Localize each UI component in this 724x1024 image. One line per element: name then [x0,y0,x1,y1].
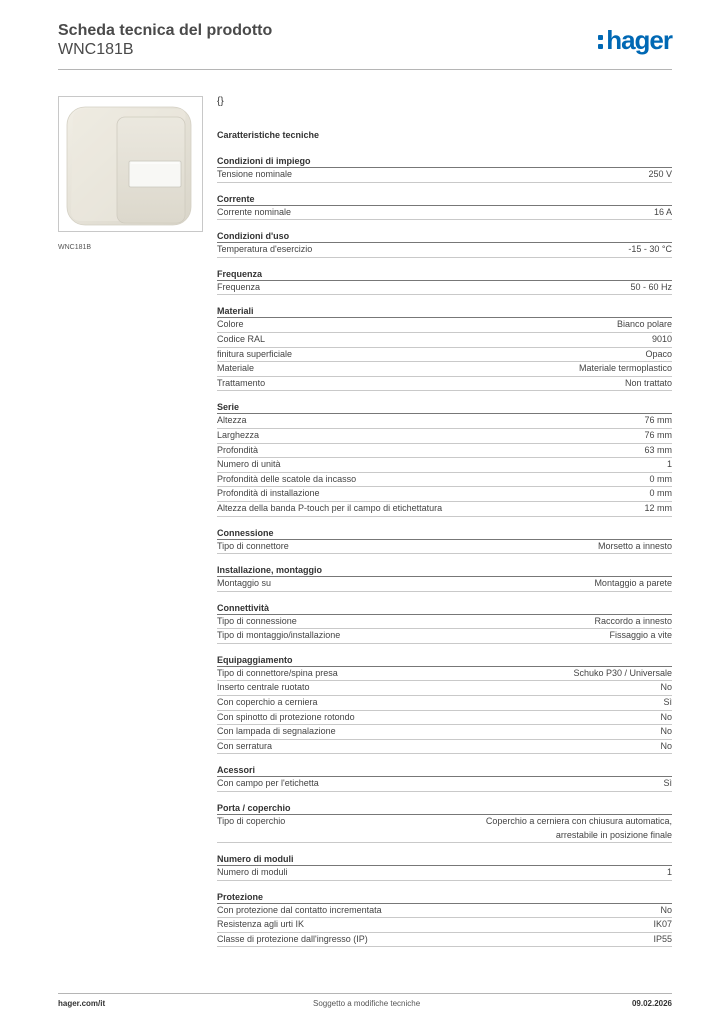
spec-sections [217,154,672,947]
spec-value: 12 mm [644,502,672,513]
section-title: Protezione [217,890,672,904]
footer-website[interactable]: hager.com/it [58,999,106,1008]
spec-row [217,281,672,296]
spec-value: 16 A [653,206,672,217]
spec-value: Sì [663,697,672,708]
spec-label: Frequenza [217,281,261,292]
spec-section [217,653,672,755]
spec-section [217,192,672,221]
spec-value: 1 [666,867,672,878]
spec-section [217,763,672,792]
spec-label: Tipo di connettore [217,540,289,551]
spec-section [217,852,672,881]
spec-label: Classe di protezione dall'ingresso (IP) [217,933,368,944]
section-title: Installazione, montaggio [217,563,672,577]
section-title: Acessori [217,763,672,777]
section-title: Corrente [217,192,672,206]
spec-section [217,400,672,516]
spec-row [217,681,672,696]
product-code: WNC181B [58,41,134,58]
spec-label: Corrente nominale [217,206,292,217]
logo-colon-icon [598,31,604,51]
spec-row [217,540,672,555]
spec-value: 0 mm [649,473,672,484]
spec-value: Raccordo a innesto [594,615,672,626]
spec-value: No [660,682,672,693]
spec-label: Trattamento [217,377,266,388]
spec-row [217,429,672,444]
section-title: Connessione [217,526,672,540]
product-image [58,96,203,232]
spec-label: Con spinotto di protezione rotondo [217,711,355,722]
spec-row [217,740,672,755]
footer-date: 09.02.2026 [631,999,672,1008]
spec-row [217,667,672,682]
spec-label: Temperatura d'esercizio [217,244,313,255]
spec-value: Non trattato [624,377,672,388]
spec-label: Profondità [217,444,259,455]
spec-value: IP55 [653,933,672,944]
spec-row [217,348,672,363]
spec-row [217,444,672,459]
spec-label: Tensione nominale [217,169,293,179]
section-title: Condizioni di impiego [217,154,672,168]
spec-label: Tipo di coperchio [217,816,286,827]
logo-text: hager [606,25,672,55]
placeholder-braces: {} [217,96,224,107]
spec-label: Altezza della banda P-touch per il campo di etichettatura [217,502,443,513]
spec-label: Tipo di montaggio/installazione [217,630,341,641]
spec-row [217,318,672,333]
spec-section [217,601,672,644]
spec-label: Numero di unità [217,459,281,470]
spec-label: Tipo di connessione [217,615,297,626]
spec-value: 76 mm [644,415,672,426]
spec-row [217,362,672,377]
spec-value: No [660,726,672,737]
spec-label: Con serratura [217,740,273,751]
spec-row [217,168,672,183]
spec-label: Montaggio su [217,578,272,589]
spec-label: Resistenza agli urti IK [217,919,305,930]
spec-value: Bianco polare [616,319,672,330]
spec-row [217,377,672,392]
spec-row [217,577,672,592]
section-title: Numero di moduli [217,852,672,866]
spec-value: 76 mm [644,429,672,440]
spec-section [217,267,672,296]
spec-value: No [660,904,672,915]
spec-row [217,918,672,933]
spec-row [217,414,672,429]
spec-row [217,333,672,348]
spec-section [217,304,672,391]
spec-value: 63 mm [644,444,672,455]
spec-row [217,777,672,792]
spec-label: Profondità delle scatole da incasso [217,473,357,484]
spec-label: Con protezione dal contatto incrementata [217,904,382,915]
spec-label: Numero di moduli [217,867,288,878]
spec-row [217,711,672,726]
spec-label: Altezza [217,415,247,426]
spec-value: Fissaggio a vite [609,630,672,641]
spec-content [217,96,672,956]
spec-value: 9010 [651,333,672,344]
spec-row [217,206,672,221]
spec-row [217,615,672,630]
section-title: Connettività [217,601,672,615]
spec-section [217,229,672,258]
spec-value: No [660,711,672,722]
spec-row [217,933,672,948]
spec-value: Schuko P30 / Universale [573,667,672,678]
spec-value: 50 - 60 Hz [630,281,672,292]
spec-label: Con campo per l'etichetta [217,778,319,789]
page-footer [58,993,672,1013]
spec-value: 0 mm [649,488,672,499]
spec-row [217,458,672,473]
section-title: Condizioni d'uso [217,229,672,243]
spec-label: Tipo di connettore/spina presa [217,667,338,678]
spec-label: Materiale [217,363,255,374]
spec-value: -15 - 30 °C [628,244,672,255]
spec-row [217,725,672,740]
spec-label: Profondità di installazione [217,488,320,499]
spec-row [217,629,672,644]
spec-row [217,473,672,488]
product-socket-image [59,97,204,233]
product-image-caption: WNC181B [58,244,92,251]
footer-note: Soggetto a modifiche tecniche [313,999,421,1008]
spec-label: Inserto centrale ruotato [217,682,310,693]
spec-value: Opaco [645,348,672,359]
spec-section [217,526,672,555]
spec-value: Montaggio a parete [594,578,672,589]
hager-logo [598,25,672,55]
spec-label: Codice RAL [217,333,266,344]
section-title: Frequenza [217,267,672,281]
spec-value: 1 [666,459,672,470]
spec-label: Larghezza [217,429,260,440]
spec-row [217,866,672,881]
spec-section [217,154,672,183]
spec-value: 250 V [648,169,672,179]
spec-row [217,243,672,258]
spec-label: Colore [217,319,244,330]
spec-section [217,801,672,843]
section-title: Porta / coperchio [217,801,672,815]
spec-value: IK07 [653,919,672,930]
spec-value: No [660,740,672,751]
spec-row [217,904,672,919]
spec-value: Coperchio a cerniera con chiusura automatica, arrestabile in posizione finale [485,816,672,840]
page-title: Scheda tecnica del prodotto [58,22,273,39]
spec-label: Con lampada di segnalazione [217,726,336,737]
spec-heading: Caratteristiche tecniche [217,130,320,140]
spec-label: finitura superficiale [217,348,293,359]
spec-row [217,696,672,711]
spec-section [217,563,672,592]
spec-row [217,502,672,517]
section-title: Equipaggiamento [217,653,672,667]
spec-value: Morsetto a innesto [597,540,672,551]
spec-section [217,890,672,948]
page-header [58,22,672,70]
spec-value: Sì [663,778,672,789]
spec-label: Con coperchio a cerniera [217,697,318,708]
spec-value: Materiale termoplastico [578,363,672,374]
spec-row [217,815,672,843]
section-title: Materiali [217,304,672,318]
spec-row [217,487,672,502]
section-title: Serie [217,400,672,414]
